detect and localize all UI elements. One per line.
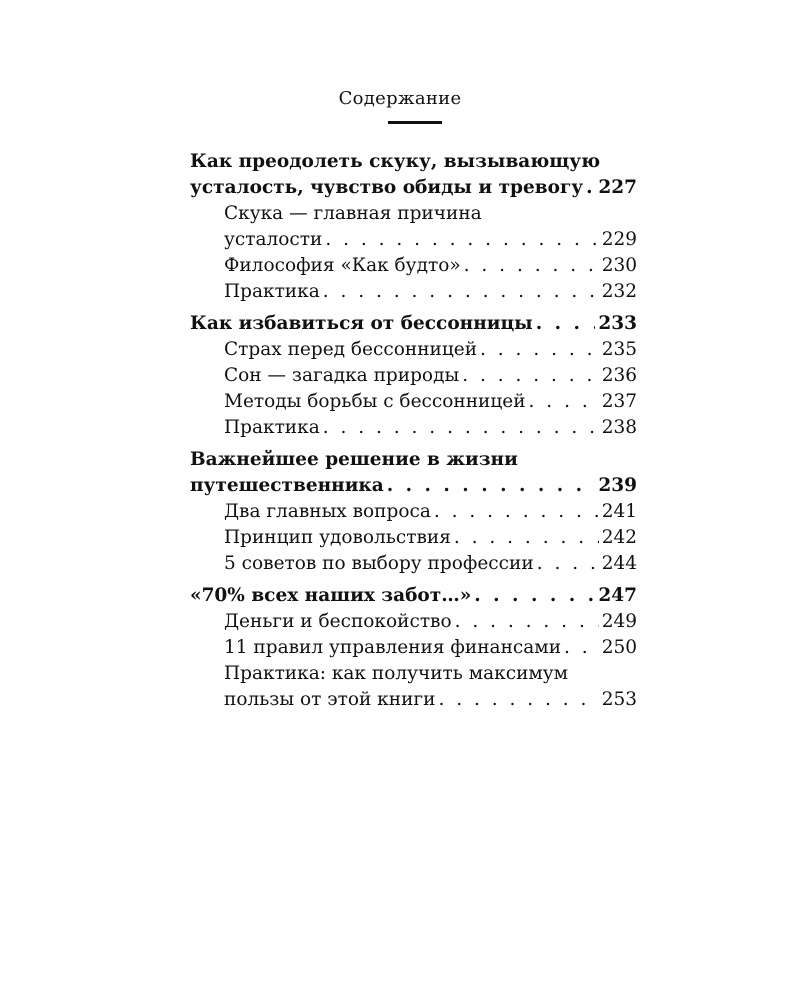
chapter-title: «70% всех наших забот…» (190, 585, 472, 606)
subsection-title: Философия «Как будто» (224, 255, 461, 276)
chapter-title-line: Важнейшее решение в жизни (190, 449, 518, 470)
page-number: 237 (601, 391, 637, 412)
toc-section (190, 583, 637, 713)
leader-dots (464, 253, 599, 279)
subsection-row[interactable] (190, 551, 637, 577)
chapter-row[interactable] (190, 311, 637, 337)
subsection-title: Два главных вопроса (224, 501, 431, 522)
page-number: 249 (601, 611, 637, 632)
table-of-contents (190, 149, 637, 719)
subsection-title-line: Практика: как получить максимум (224, 663, 569, 684)
chapter-title: усталость, чувство обиды и тревогу (190, 177, 584, 198)
chapter-title: путешественника (190, 475, 384, 496)
subsection-title: усталости (224, 229, 323, 250)
subsection-title: 5 советов по выбору профессии (224, 553, 534, 574)
page-number: 242 (601, 527, 637, 548)
page-number: 238 (601, 417, 637, 438)
chapter-row[interactable] (190, 473, 637, 499)
chapter-title-line: Как преодолеть скуку, вызывающую (190, 151, 601, 172)
toc-section (190, 447, 637, 577)
subsection-title: пользы от этой книги (224, 689, 436, 710)
leader-dots (474, 583, 595, 609)
page-number: 236 (601, 365, 637, 386)
page-number: 250 (601, 637, 637, 658)
subsection-row[interactable] (190, 609, 637, 635)
subsection-row[interactable] (190, 337, 637, 363)
leader-dots (536, 311, 596, 337)
leader-dots (434, 499, 599, 525)
page-number: 232 (601, 281, 637, 302)
chapter-title: Как избавиться от бессонницы (190, 313, 533, 334)
leader-dots (455, 609, 599, 635)
leader-dots (529, 389, 599, 415)
leader-dots (323, 279, 599, 305)
leader-dots (480, 337, 599, 363)
subsection-row[interactable] (190, 415, 637, 441)
leader-dots (323, 415, 599, 441)
subsection-title: Страх перед бессонницей (224, 339, 478, 360)
leader-dots (438, 687, 598, 713)
leader-dots (586, 175, 595, 201)
page-number: 253 (601, 689, 637, 710)
leader-dots (537, 551, 599, 577)
leader-dots (564, 635, 599, 661)
subsection-title-line: Скука — главная причина (224, 203, 482, 224)
page-number: 233 (598, 313, 637, 334)
page-number: 235 (601, 339, 637, 360)
page-number: 227 (598, 177, 637, 198)
page-number: 241 (601, 501, 637, 522)
subsection-title: Практика (224, 417, 320, 438)
chapter-row[interactable] (190, 583, 637, 609)
page-number: 230 (601, 255, 637, 276)
title-rule (388, 121, 442, 124)
subsection-title: Методы борьбы с бессонницей (224, 391, 526, 412)
page-title: Содержание (338, 88, 462, 109)
page-number: 239 (598, 475, 637, 496)
chapter-row[interactable] (190, 175, 637, 201)
page-number: 229 (601, 229, 637, 250)
subsection-row[interactable] (190, 279, 637, 305)
subsection-row[interactable] (190, 389, 637, 415)
page-number: 247 (598, 585, 637, 606)
subsection-row[interactable] (190, 525, 637, 551)
subsection-title: Принцип удовольствия (224, 527, 451, 548)
leader-dots (387, 473, 596, 499)
subsection-title: Сон — загадка природы (224, 365, 460, 386)
subsection-title: Деньги и беспокойство (224, 611, 452, 632)
leader-dots (454, 525, 599, 551)
subsection-title: Практика (224, 281, 320, 302)
leader-dots (325, 227, 598, 253)
toc-section (190, 149, 637, 305)
subsection-row[interactable] (190, 253, 637, 279)
subsection-row[interactable] (190, 227, 637, 253)
toc-section (190, 311, 637, 441)
subsection-row[interactable] (190, 687, 637, 713)
leader-dots (462, 363, 598, 389)
page-number: 244 (601, 553, 637, 574)
subsection-title: 11 правил управления финансами (224, 637, 562, 658)
subsection-row[interactable] (190, 363, 637, 389)
subsection-row[interactable] (190, 635, 637, 661)
subsection-row[interactable] (190, 499, 637, 525)
